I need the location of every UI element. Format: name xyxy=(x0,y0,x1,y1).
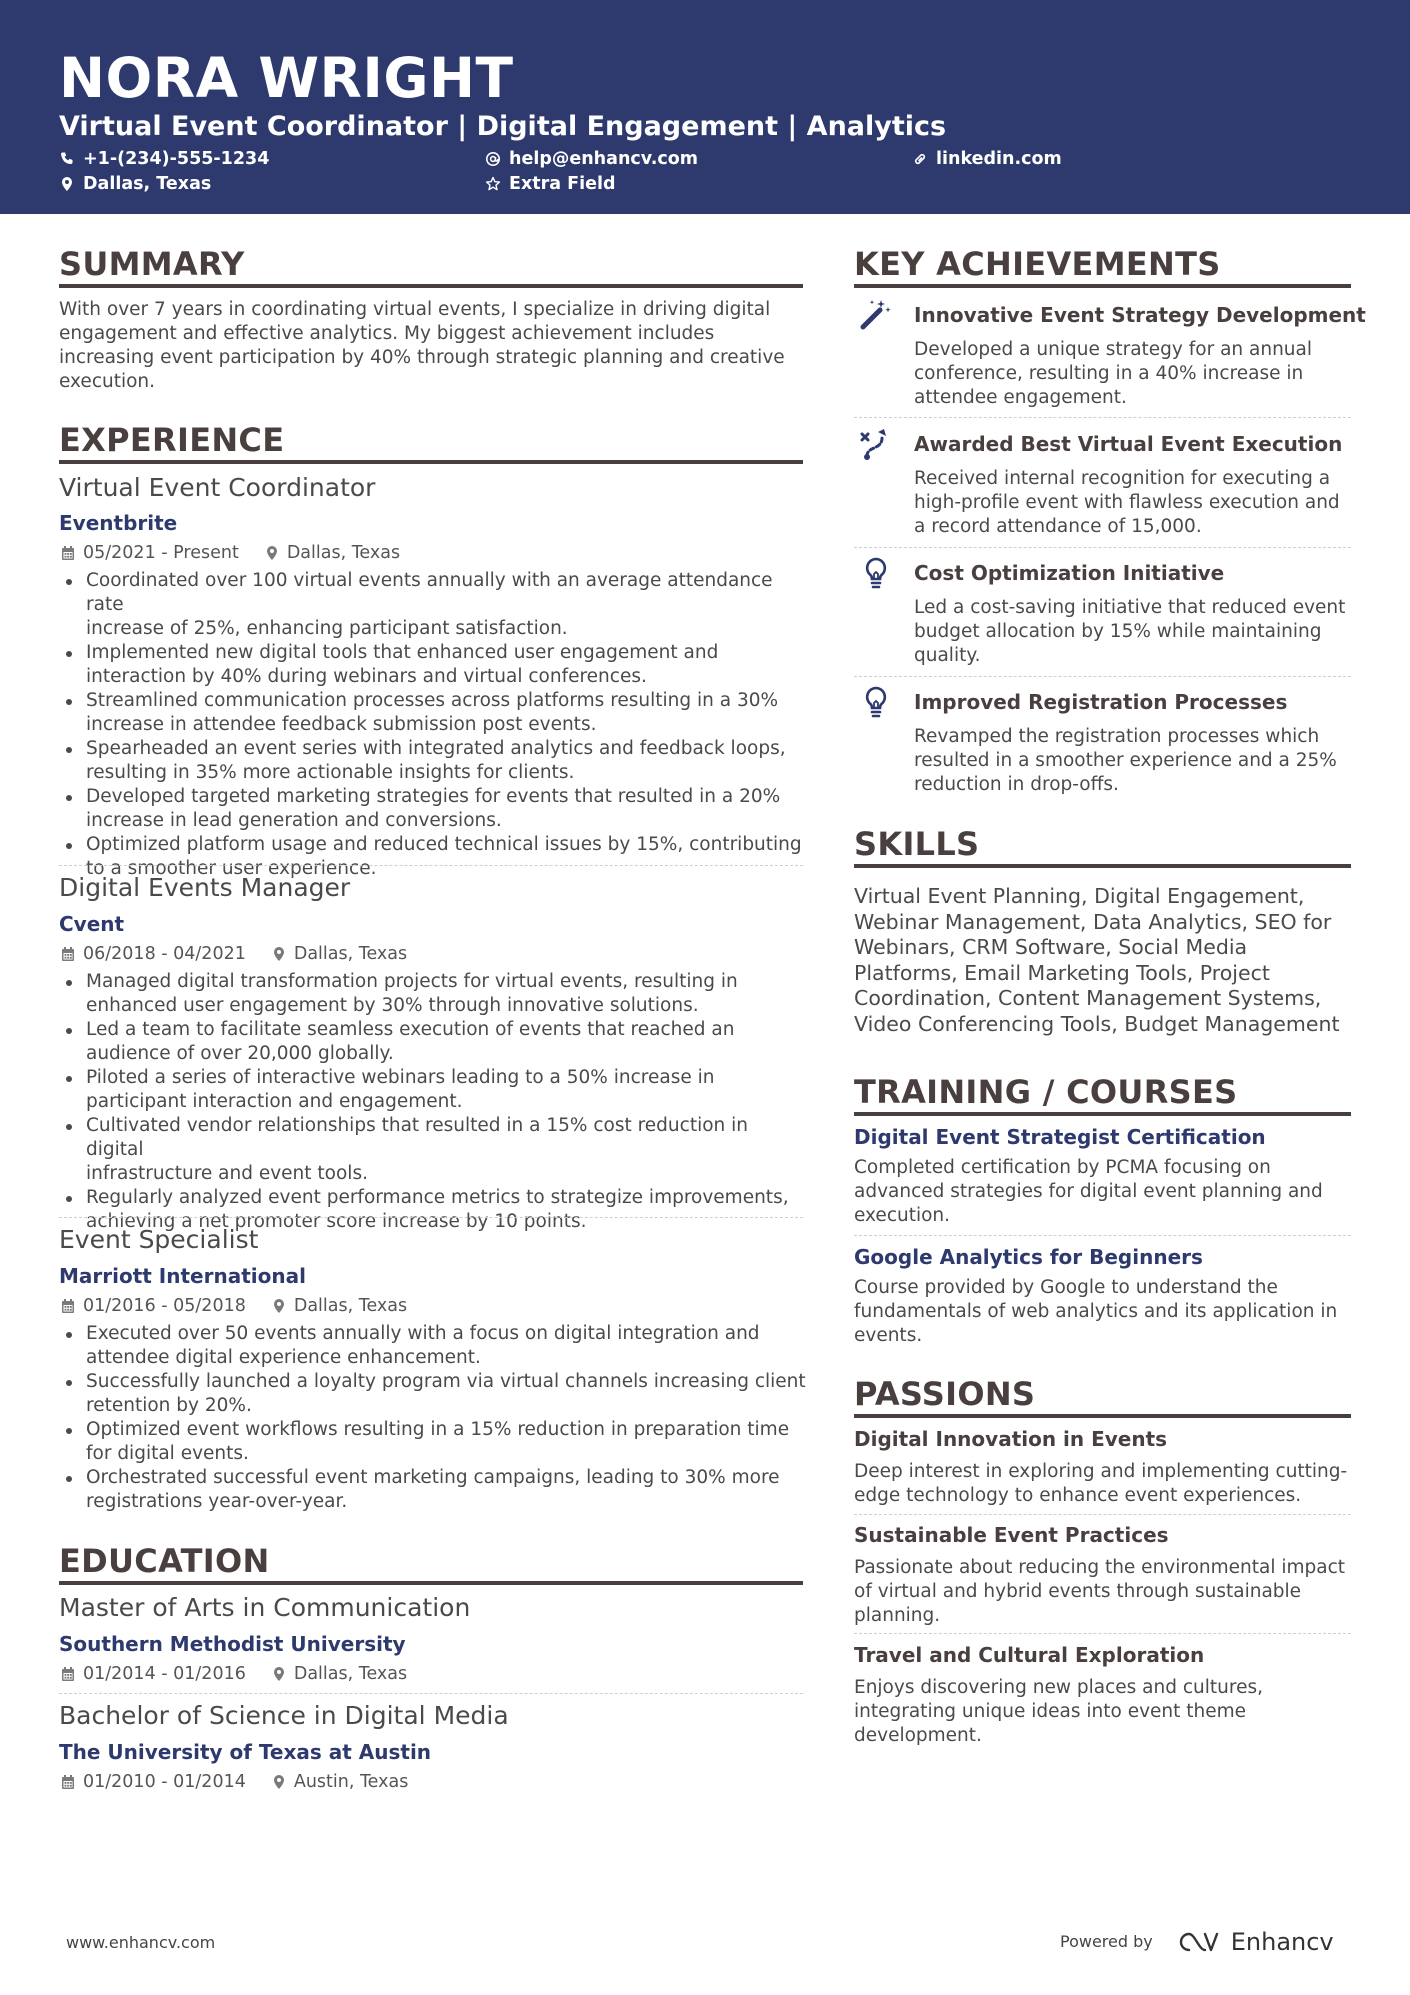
achievement-title: Improved Registration Processes xyxy=(914,690,1288,714)
enhancv-logo[interactable] xyxy=(1177,1930,1334,1954)
candidate-title: Virtual Event Coordinator | Digital Engagement | Analytics xyxy=(59,111,947,142)
extra-contact xyxy=(485,172,616,196)
achievements-rule xyxy=(854,284,1351,288)
skills-list: Virtual Event Planning, Digital Engagement, Webinar Management, Data Analytics, SEO for Webinars, CRM Software, Social Media Platforms, Email Marketing Tools, Project Coordination, Content Management Systems, Video Conferencing Tools, Budget Management xyxy=(854,884,1340,1036)
job-role: Virtual Event Coordinator xyxy=(59,473,376,502)
job-location-text: Dallas, Texas xyxy=(293,944,408,964)
email-contact[interactable] xyxy=(485,147,698,171)
edu-location xyxy=(272,1662,407,1686)
phone-contact xyxy=(59,147,269,171)
skills-rule xyxy=(854,864,1351,868)
footer-branding xyxy=(1060,1930,1334,1954)
location-text: Dallas, Texas xyxy=(83,174,212,194)
course-title: Digital Event Strategist Certification xyxy=(854,1125,1266,1149)
bullet-item: Successfully launched a loyalty program via virtual channels increasing client retention by 20%. xyxy=(59,1370,809,1418)
calendar-icon xyxy=(61,1666,75,1682)
job-location xyxy=(265,541,400,565)
edu-school: The University of Texas at Austin xyxy=(59,1740,432,1764)
bullet-item: Piloted a series of interactive webinars leading to a 50% increase in participant interaction and engagement. xyxy=(59,1066,809,1114)
divider xyxy=(854,1235,1351,1236)
job-location xyxy=(272,942,407,966)
bullet-item: Cultivated vendor relationships that resulted in a 15% cost reduction in digital infrastructure and event tools. xyxy=(59,1114,809,1186)
job-dates-text: 05/2021 - Present xyxy=(83,543,239,563)
job-company: Eventbrite xyxy=(59,511,178,535)
enhancv-wordmark: Enhancv xyxy=(1230,1928,1334,1956)
bullet-item: Optimized event workflows resulting in a 15% reduction in preparation time for digital events. xyxy=(59,1418,809,1466)
achievement-title: Awarded Best Virtual Event Execution xyxy=(914,432,1343,456)
achievement-title: Innovative Event Strategy Development xyxy=(914,303,1366,327)
job-dates-text: 06/2018 - 04/2021 xyxy=(83,944,246,964)
bullet-item: Streamlined communication processes across platforms resulting in a 30% increase in attendee feedback submission post events. xyxy=(59,689,809,737)
job-location-text: Dallas, Texas xyxy=(293,1296,408,1316)
achievement-title: Cost Optimization Initiative xyxy=(914,561,1225,585)
passion-title: Sustainable Event Practices xyxy=(854,1523,1169,1547)
calendar-icon xyxy=(61,1298,75,1314)
edu-dates xyxy=(61,1662,246,1686)
divider xyxy=(854,1633,1351,1634)
job-role: Event Specialist xyxy=(59,1225,259,1254)
job-location-text: Dallas, Texas xyxy=(286,543,401,563)
bullet-item: Executed over 50 events annually with a focus on digital integration and attendee digital experience enhancement. xyxy=(59,1322,809,1370)
edu-degree: Master of Arts in Communication xyxy=(59,1593,471,1622)
edu-meta xyxy=(61,1662,433,1686)
at-icon xyxy=(485,151,501,167)
edu-school: Southern Methodist University xyxy=(59,1632,406,1656)
divider xyxy=(854,417,1351,418)
resume-header xyxy=(0,0,1410,214)
location-pin-icon xyxy=(59,176,75,192)
passions-rule xyxy=(854,1414,1351,1418)
bullet-item: Led a team to facilitate seamless execution of events that reached an audience of over 20,000 globally. xyxy=(59,1018,809,1066)
edu-dates xyxy=(61,1770,246,1794)
job-meta xyxy=(61,1294,433,1318)
experience-rule xyxy=(59,460,803,464)
job-company: Cvent xyxy=(59,912,125,936)
course-description: Completed certification by PCMA focusing on advanced strategies for digital event planning and execution. xyxy=(854,1157,1323,1226)
edu-dates-text: 01/2010 - 01/2014 xyxy=(83,1772,246,1792)
divider xyxy=(854,547,1351,548)
bullet-item: Developed targeted marketing strategies for events that resulted in a 20% increase in lead generation and conversions. xyxy=(59,785,809,833)
achievement-description: Led a cost-saving initiative that reduced event budget allocation by 15% while maintaining quality. xyxy=(914,597,1346,666)
job-location xyxy=(272,1294,407,1318)
enhancv-logo-icon xyxy=(1177,1930,1223,1954)
job-company: Marriott International xyxy=(59,1264,306,1288)
edu-location-text: Austin, Texas xyxy=(293,1772,409,1792)
bullet-item: Orchestrated successful event marketing campaigns, leading to 30% more registrations year-over-year. xyxy=(59,1466,809,1514)
achievement-description: Received internal recognition for executing a high-profile event with flawless execution and a record attendance of 15,000. xyxy=(914,468,1340,537)
bullet-item: Regularly analyzed event performance metrics to strategize improvements, achieving a net promoter score increase by 10 points. xyxy=(59,1186,809,1234)
passion-description: Passionate about reducing the environmental impact of virtual and hybrid events through sustainable planning. xyxy=(854,1557,1346,1626)
summary-line: execution. xyxy=(59,371,156,392)
passion-description: Deep interest in exploring and implementing cutting- edge technology to enhance event experiences. xyxy=(854,1461,1348,1506)
edu-location xyxy=(272,1770,409,1794)
calendar-icon xyxy=(61,946,75,962)
education-rule xyxy=(59,1581,803,1585)
job-dates xyxy=(61,541,239,565)
divider xyxy=(854,1514,1351,1515)
phone-text: +1-(234)-555-1234 xyxy=(83,149,270,169)
phone-icon xyxy=(59,151,75,167)
passion-title: Digital Innovation in Events xyxy=(854,1427,1168,1451)
skills-heading: SKILLS xyxy=(854,825,980,863)
summary-line: With over 7 years in coordinating virtual events, I specialize in driving digital xyxy=(59,299,771,320)
passion-description: Enjoys discovering new places and cultures, integrating unique ideas into event theme development. xyxy=(854,1677,1263,1746)
training-heading: TRAINING / COURSES xyxy=(854,1073,1238,1111)
job-meta xyxy=(61,942,433,966)
magic-wand-icon xyxy=(858,296,894,332)
summary-rule xyxy=(59,284,803,288)
education-heading: EDUCATION xyxy=(59,1542,270,1580)
linkedin-text[interactable]: linkedin.com xyxy=(936,149,1062,169)
edu-dates-text: 01/2014 - 01/2016 xyxy=(83,1664,246,1684)
lightbulb-icon xyxy=(858,555,894,591)
route-icon xyxy=(858,426,894,462)
passions-heading: PASSIONS xyxy=(854,1375,1036,1413)
calendar-icon xyxy=(61,545,75,561)
course-description: Course provided by Google to understand the fundamentals of web analytics and its application in events. xyxy=(854,1277,1338,1346)
candidate-name: NORA WRIGHT xyxy=(59,46,514,110)
link-icon xyxy=(912,151,928,167)
job-dates xyxy=(61,942,246,966)
edu-meta xyxy=(61,1770,434,1794)
achievement-description: Developed a unique strategy for an annual conference, resulting in a 40% increase in attendee engagement. xyxy=(914,339,1312,408)
extra-text: Extra Field xyxy=(509,174,616,194)
location-pin-icon xyxy=(265,545,279,561)
bullet-item: Optimized platform usage and reduced technical issues by 15%, contributing to a smoother user experience. xyxy=(59,833,809,881)
summary-line: increasing event participation by 40% through strategic planning and creative xyxy=(59,347,785,368)
calendar-icon xyxy=(61,1774,75,1790)
divider xyxy=(59,1217,803,1218)
powered-by-text: Powered by xyxy=(1060,1932,1153,1951)
experience-heading: EXPERIENCE xyxy=(59,421,285,459)
location-pin-icon xyxy=(272,1774,286,1790)
job-dates xyxy=(61,1294,246,1318)
divider xyxy=(59,1693,803,1694)
job-meta xyxy=(61,541,426,565)
divider xyxy=(854,676,1351,677)
location-pin-icon xyxy=(272,1298,286,1314)
divider xyxy=(59,865,803,866)
email-text[interactable]: help@enhancv.com xyxy=(509,149,699,169)
bullet-item: Coordinated over 100 virtual events annually with an average attendance rate increase of 25%, enhancing participant satisfaction. xyxy=(59,569,809,641)
job-bullets xyxy=(59,1322,809,1514)
star-icon xyxy=(485,176,501,192)
lightbulb-icon xyxy=(858,684,894,720)
bullet-item: Managed digital transformation projects for virtual events, resulting in enhanced user engagement by 30% through innovative solutions. xyxy=(59,970,809,1018)
edu-degree: Bachelor of Science in Digital Media xyxy=(59,1701,509,1730)
bullet-item: Implemented new digital tools that enhanced user engagement and interaction by 40% during webinars and virtual conferences. xyxy=(59,641,809,689)
summary-heading: SUMMARY xyxy=(59,245,245,283)
summary-line: engagement and effective analytics. My biggest achievement includes xyxy=(59,323,715,344)
passion-title: Travel and Cultural Exploration xyxy=(854,1643,1205,1667)
location-pin-icon xyxy=(272,1666,286,1682)
achievements-heading: KEY ACHIEVEMENTS xyxy=(854,245,1221,283)
footer-website[interactable]: www.enhancv.com xyxy=(66,1933,216,1952)
location-contact xyxy=(59,172,211,196)
training-rule xyxy=(854,1112,1351,1116)
edu-location-text: Dallas, Texas xyxy=(293,1664,408,1684)
job-role: Digital Events Manager xyxy=(59,873,351,902)
linkedin-contact[interactable] xyxy=(912,147,1062,171)
summary-text xyxy=(59,298,803,394)
job-bullets xyxy=(59,970,809,1234)
bullet-item: Spearheaded an event series with integrated analytics and feedback loops, resulting in 35% more actionable insights for clients. xyxy=(59,737,809,785)
location-pin-icon xyxy=(272,946,286,962)
achievement-description: Revamped the registration processes which resulted in a smoother experience and a 25% reduction in drop-offs. xyxy=(914,726,1337,795)
job-dates-text: 01/2016 - 05/2018 xyxy=(83,1296,246,1316)
course-title: Google Analytics for Beginners xyxy=(854,1245,1203,1269)
job-bullets xyxy=(59,569,809,881)
